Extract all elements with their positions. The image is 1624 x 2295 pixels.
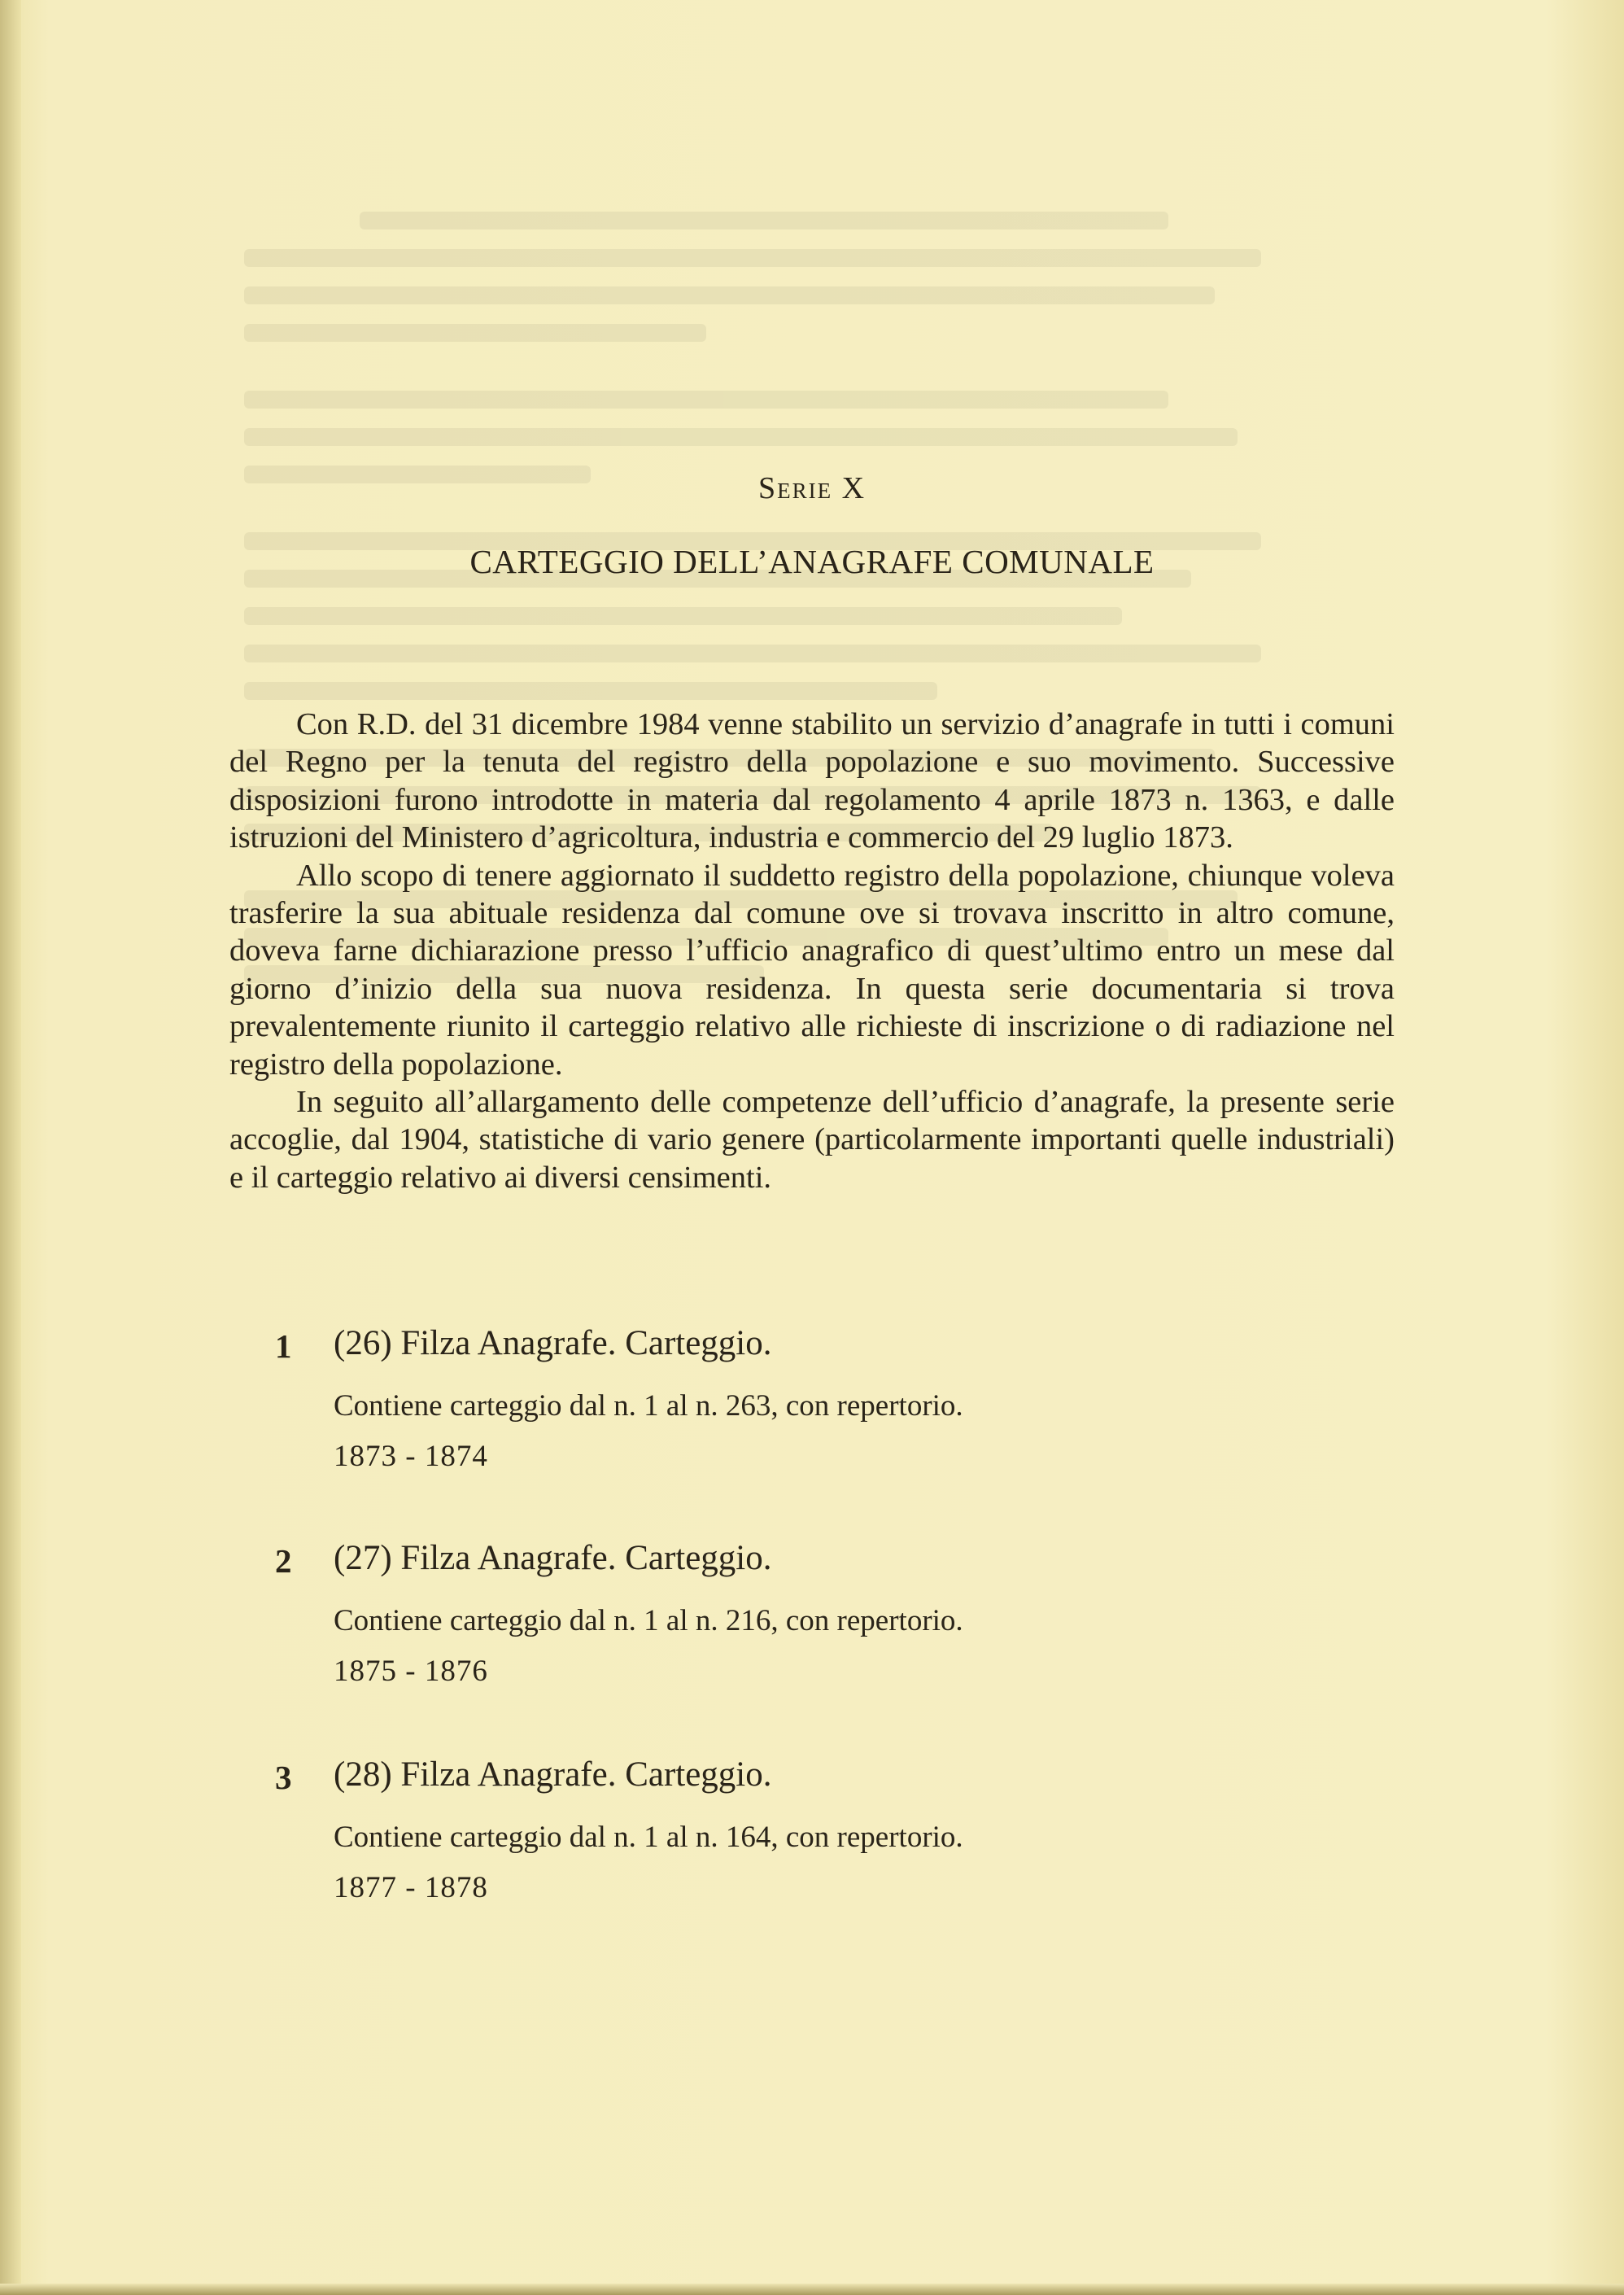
section-title: CARTEGGIO DELL’ANAGRAFE COMUNALE <box>469 543 1155 580</box>
intro-text <box>229 706 1395 1196</box>
entry-description: Contiene carteggio dal n. 1 al n. 164, con repertorio. <box>334 1821 963 1854</box>
entry-description: Contiene carteggio dal n. 1 al n. 263, con repertorio. <box>334 1389 963 1423</box>
entry-title: (26) Filza Anagrafe. Carteggio. <box>334 1324 772 1362</box>
entry-dates: 1873 - 1874 <box>334 1440 488 1473</box>
page-bottom-edge <box>0 2284 1624 2295</box>
entry-dates: 1875 - 1876 <box>334 1655 488 1688</box>
series-label: Serie X <box>757 471 867 505</box>
intro-paragraph-3: In seguito all’allargamento delle competenze dell’ufficio d’anagrafe, la presente serie accoglie, dal 1904, statistiche di vario genere (particolarmente importanti quelle industriali) e il carteggio relativo ai diversi censimenti. <box>229 1085 1395 1195</box>
entry-number: 2 <box>275 1542 292 1580</box>
intro-paragraph-2: Allo scopo di tenere aggiornato il suddetto registro della popolazione, chiunque voleva trasferire la sua abituale residenza dal comune ove si trovava inscritto in altro comune, doveva farne dichiarazione presso l’ufficio anagrafico di quest’ultimo entro un mese dal giorno d’inizio della sua nuova residenza. In questa serie documentaria si trova prevalentemente riunito il carteggio relativo alle richieste di inscrizione o di radiazione nel registro della popolazione. <box>229 858 1395 1082</box>
entry-description: Contiene carteggio dal n. 1 al n. 216, con repertorio. <box>334 1604 963 1637</box>
entry-title: (28) Filza Anagrafe. Carteggio. <box>334 1755 772 1794</box>
entry-dates: 1877 - 1878 <box>334 1871 488 1904</box>
entry-title: (27) Filza Anagrafe. Carteggio. <box>334 1539 772 1577</box>
intro-paragraph-1: Con R.D. del 31 dicembre 1984 venne stabilito un servizio d’anagrafe in tutti i comuni del Regno per la tenuta del registro della popolazione e suo movimento. Successive disposizioni furono introdotte in materia dal regolamento 4 aprile 1873 n. 1363, e dalle istruzioni del Ministero d’agricoltura, industria e commercio del 29 luglio 1873. <box>229 707 1395 855</box>
entry-number: 1 <box>275 1327 292 1365</box>
entry-number: 3 <box>275 1759 292 1796</box>
page-left-edge <box>0 0 21 2295</box>
